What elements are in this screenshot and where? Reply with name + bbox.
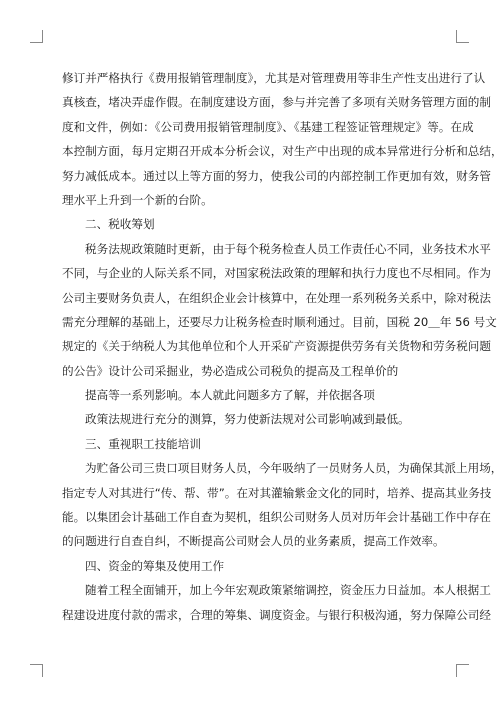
section-heading-staff-training: 三、重视职工技能培训 [85,436,201,451]
document-body [62,66,503,627]
crop-mark-top-left [30,30,43,43]
text-line: 度和文件，例如：《公司费用报销管理制度》、《基建工程签证管理规定》等。在成 [62,119,474,134]
text-line: 随着工程全面铺开，加上今年宏观政策紧缩调控，资金压力日益加。本人根据工 [85,583,491,598]
text-line: 理水平上升到一个新的台阶。 [62,192,213,207]
text-line: 真核查，堵决弄虚作假。在制度建设方面，参与并完善了多项有关财务管理方面的制 [62,95,491,110]
text-line: 不同，与企业的人际关系不同，对国家税法政策的理解和执行力度也不尽相同。作为 [62,266,491,281]
text-line: 本控制方面，每月定期召开成本分析会议，对生产中出现的成本异常进行分析和总结， [62,144,503,159]
crop-mark-bottom-right [456,664,469,677]
text-line: 需充分理解的基础上，还要尽力让税务检查时顺利通过。目前，国税 20＿年 56 号文 [62,314,497,329]
text-line: 提高等一系列影响。本人就此问题多方了解，并依据各项 [85,388,375,403]
text-line: 政策法规进行充分的测算，努力使新法规对公司影响减到最低。 [85,412,410,427]
text-line: 指定专人对其进行“传、帮、带”。在对其灌输紫金文化的同时，培养、提高其业务技 [62,485,492,500]
text-line: 规定的《关于纳税人为其他单位和个人开采矿产资源提供劳务有关货物和劳务税问题 [62,339,491,354]
section-heading-funding: 四、资金的筹集及使用工作 [85,558,225,573]
text-line: 努力减低成本。通过以上等方面的努力，使我公司的内部控制工作更加有效，财务管 [62,168,491,183]
text-line: 修订并严格执行《费用报销管理制度》，尤其是对管理费用等非生产性支出进行了认 [62,71,486,85]
text-line: 为贮备公司三贵口项目财务人员，今年吸纳了一员财务人员，为确保其派上用场， [85,461,503,476]
text-line: 税务法规政策随时更新，由于每个税务检查人员工作责任心不同，业务技术水平 [85,241,491,256]
text-line: 能。以集团会计基础工作自查为契机，组织公司财务人员对历年会计基础工作中存在 [62,510,491,525]
crop-mark-top-right [456,30,469,43]
text-line: 的公告》设计公司采掘业，势必造成公司税负的提高及工程单价的 [62,363,399,378]
text-line: 程建设进度付款的需求，合理的筹集、调度资金。与银行积极沟通，努力保障公司经 [62,607,491,622]
crop-mark-bottom-left [30,664,43,677]
text-line: 的问题进行自查自纠，不断提高公司财会人员的业务素质，提高工作效率。 [62,534,445,549]
text-line: 公司主要财务负责人，在组织企业会计核算中，在处理一系列税务关系中，除对税法 [62,290,491,305]
section-heading-tax-planning: 二、税收筹划 [85,217,155,232]
